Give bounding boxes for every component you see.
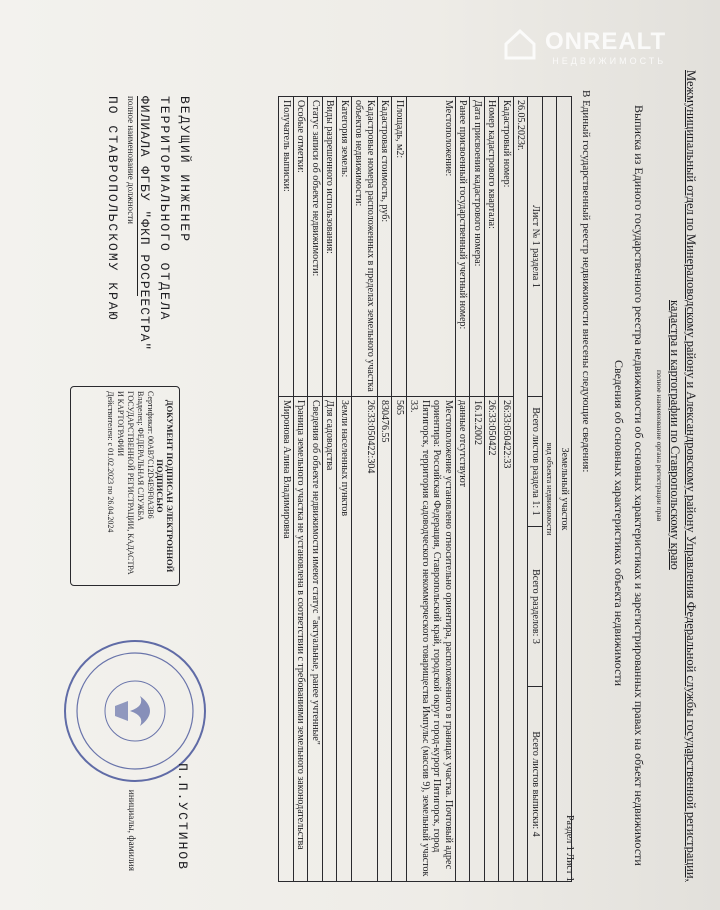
logo-tagline: НЕДВИЖИМОСТЬ <box>552 56 667 66</box>
position-line-2: ТЕРРИТОРИАЛЬНОГО ОТДЕЛА <box>157 96 172 322</box>
cadastral-table <box>279 96 573 882</box>
row-value: данные отсутствуют <box>456 397 471 882</box>
row-label: Площадь, м2: <box>392 97 407 397</box>
section-label: Раздел 1 Лист 1 <box>564 815 575 882</box>
table-row <box>352 97 378 882</box>
table-row <box>378 97 393 882</box>
electronic-signature-box <box>70 386 180 586</box>
row-label: Получатель выписки: <box>279 97 294 397</box>
table-row <box>407 97 456 882</box>
logo-brand: ONREALT <box>545 28 667 55</box>
row-value: Граница земельного участка не установлена в соответствии с требованиями земельного законодательства <box>294 397 309 882</box>
cadastral-label: Кадастровый номер: <box>499 97 514 397</box>
row-label: Кадастровая стоимость, руб: <box>378 97 393 397</box>
row-label: Дата присвоения кадастрового номера: <box>470 97 485 397</box>
row-value: 26:33:050422 <box>485 397 500 882</box>
row-value: Местоположение установлено относительно ориентира, расположенного в границах участка. Почтовый адрес ориентира: Российская Федерация, Ставропольский край, городской округ город-курорт Пятигорск, город Пятигорск, территория садоводческого некоммерческого товарищества Импульс (массив 9), земельный участок 33. <box>407 397 456 882</box>
position-line-1: ВЕДУЩИЙ ИНЖЕНЕР <box>177 96 192 244</box>
ecp-title: ДОКУМЕНТ ПОДПИСАН ЭЛЕКТРОННОЙ ПОДПИСЬЮ <box>155 399 175 573</box>
ecp-cert: Сертификат: 00AB7C12D4E9F0A3B6 <box>146 391 155 519</box>
extract-subtitle: Сведения об основных характеристиках объекта недвижимости <box>612 360 626 687</box>
date-cell: 26.05.2023г. <box>514 97 529 882</box>
table-row <box>485 97 500 882</box>
row-label: Статус записи об объекте недвижимости: <box>308 97 323 397</box>
extract-title: Выписка из Единого государственного реестра недвижимости об основных характеристиках и зарегистрированных правах на объект недвижимости <box>632 105 646 866</box>
object-type-note: вид объекта недвижимости <box>543 97 558 882</box>
row-label: Категория земель: <box>337 97 352 397</box>
position-line-4: ПО СТАВРОПОЛЬСКОМУ КРАЮ <box>105 96 120 322</box>
table-row <box>456 97 471 882</box>
row-label: Местоположение: <box>407 97 456 397</box>
table-row <box>392 97 407 882</box>
intro-text: В Единый государственный реестр недвижимости внесены следующие сведения: <box>580 90 592 473</box>
table-row <box>308 97 323 882</box>
onrealt-house-icon <box>500 24 540 69</box>
object-type: Земельный участок <box>559 447 570 531</box>
signature-block <box>10 96 200 881</box>
position-note: полное наименование должности <box>126 96 136 224</box>
sheets-total-extract: Всего листов выписки: 4 <box>528 687 543 882</box>
ecp-owner: Владелец: ФЕДЕРАЛЬНАЯ СЛУЖБА ГОСУДАРСТВЕННОЙ РЕГИСТРАЦИИ, КАДАСТРА И КАРТОГРАФИИ <box>116 391 145 575</box>
row-label: Кадастровые номера расположенных в пределах земельного участка объектов недвижимости: <box>352 97 378 397</box>
onrealt-logo <box>545 28 666 66</box>
table-row <box>323 97 338 882</box>
row-value: 26:33:050422:304 <box>352 397 378 882</box>
table-row <box>279 97 294 882</box>
agency-line-1: Межмуниципальный отдел по Минераловодскому району и Александровскому району Управления Федеральной службы государственной регистрации, <box>684 70 698 882</box>
row-value: Миронова Алина Владимировна <box>279 397 294 882</box>
row-value: Сведения об объекте недвижимости имеют статус "актуальные, ранее учтенные" <box>308 397 323 882</box>
row-value: 16.12.2002 <box>470 397 485 882</box>
agency-note: полное наименование органа регистрации прав <box>655 370 664 522</box>
sections-total: Всего разделов: 3 <box>528 527 543 687</box>
table-row <box>470 97 485 882</box>
row-value: Для садоводства <box>323 397 338 882</box>
ecp-valid: Действителен: с 01.02.2023 по 26.04.2024 <box>106 391 115 533</box>
position-line-3: ФИЛИАЛА ФГБУ "ФКП РОСРЕЕСТРА" <box>137 96 152 352</box>
sheets-total-section: Всего листов раздела 1: 1 <box>528 397 543 527</box>
signer-name: П.П.УСТИНОВ <box>175 763 190 871</box>
table-row <box>294 97 309 882</box>
object-type-cell <box>557 97 572 882</box>
row-label: Ранее присвоенный государственный учетный номер: <box>456 97 471 397</box>
signer-note: инициалы, фамилия <box>126 789 136 871</box>
sheet-no: Лист № 1 раздела 1 <box>528 97 543 397</box>
row-value: Земли населенных пунктов <box>337 397 352 882</box>
agency-line-2: кадастра и картографии по Ставропольскому краю <box>668 300 682 570</box>
row-label: Виды разрешенного использования: <box>323 97 338 397</box>
cadastral-value: 26:33:050422:33 <box>499 397 514 882</box>
signature-line <box>137 96 138 296</box>
table-row <box>337 97 352 882</box>
row-value: 830476.55 <box>378 397 393 882</box>
row-value: 565 <box>392 397 407 882</box>
row-label: Особые отметки: <box>294 97 309 397</box>
row-label: Номер кадастрового квартала: <box>485 97 500 397</box>
